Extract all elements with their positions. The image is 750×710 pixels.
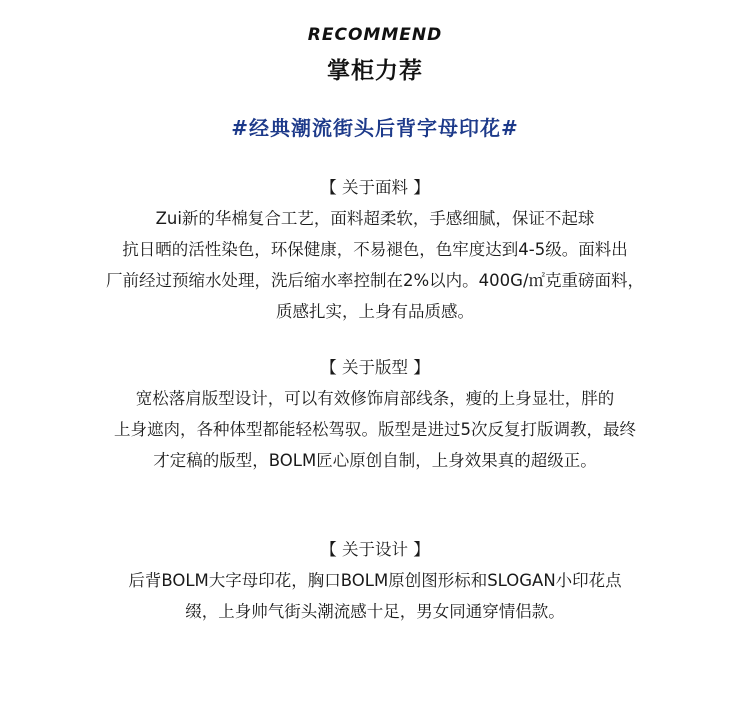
section-text-line: 厂前经过预缩水处理，洗后缩水率控制在2%以内。400G/㎡克重磅面料， (105, 271, 644, 290)
section-text-line: 才定稿的版型，BOLM匠心原创自制，上身效果真的超级正。 (153, 451, 597, 470)
section-text-line: 后背BOLM大字母印花，胸口BOLM原创图形标和SLOGAN小印花点 (128, 571, 622, 590)
section-heading: 【 关于版型 】 (320, 358, 430, 377)
section-text-line: 抗日晒的活性染色，环保健康，不易褪色，色牢度达到4-5级。面料出 (122, 240, 628, 259)
page-title: 掌柜力荐 (327, 58, 423, 84)
tagline: #经典潮流街头后背字母印花# (231, 116, 519, 140)
section-heading: 【 关于面料 】 (320, 178, 430, 197)
section-text-line: 宽松落肩版型设计，可以有效修饰肩部线条，瘦的上身显壮，胖的 (135, 389, 615, 408)
recommend-eyebrow: RECOMMEND (307, 25, 443, 45)
section-fabric (0, 177, 750, 327)
section-text-line: 质感扎实，上身有品质感。 (276, 302, 474, 321)
section-text-line: 上身遮肉，各种体型都能轻松驾驭。版型是进过5次反复打版调教，最终 (114, 420, 636, 439)
section-text-line: Zui新的华棉复合工艺，面料超柔软，手感细腻，保证不起球 (155, 209, 595, 228)
section-design (0, 539, 750, 627)
section-heading: 【 关于设计 】 (320, 540, 430, 559)
section-fit (0, 357, 750, 476)
section-text-line: 缀，上身帅气街头潮流感十足，男女同通穿情侣款。 (185, 602, 565, 621)
